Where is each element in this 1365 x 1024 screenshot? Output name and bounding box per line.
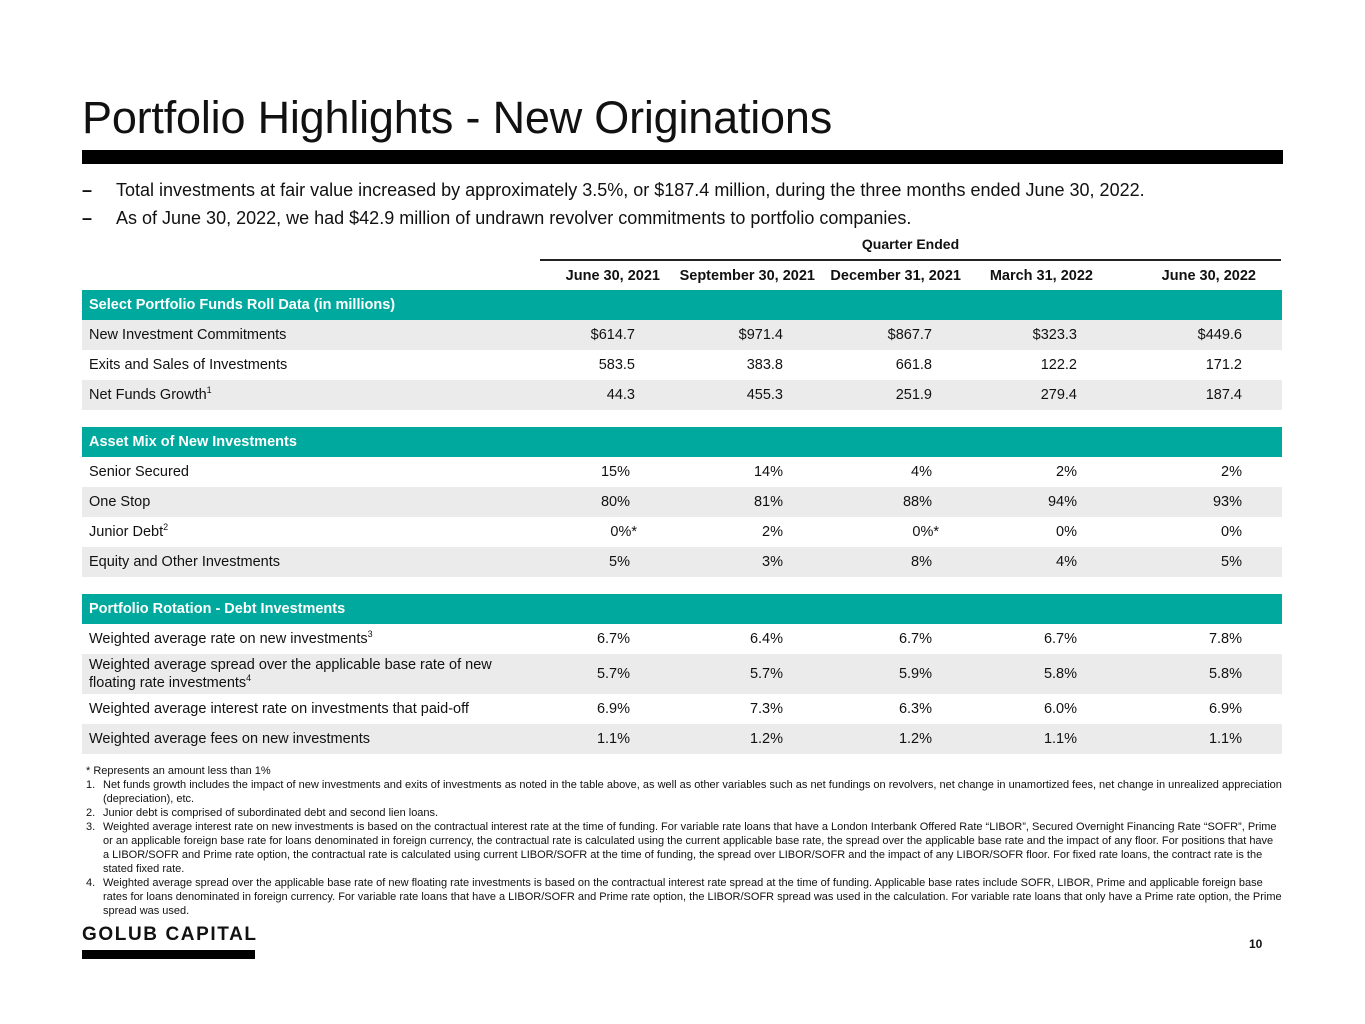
- bullet-text: Total investments at fair value increased by approximately 3.5%, or $187.4 million, during the three months ended June 30, 2022.: [116, 180, 1145, 200]
- table-row: [82, 457, 1282, 487]
- company-logo: GOLUB CAPITAL: [82, 924, 258, 945]
- footnote-number: 3.: [86, 821, 96, 833]
- table-cell: 94%: [965, 487, 1113, 517]
- table-cell: 251.9: [816, 380, 965, 410]
- title-underline-bar: [82, 150, 1283, 164]
- dash-icon: –: [82, 180, 93, 200]
- section-spacer: [82, 577, 1282, 594]
- table-cell: 80%: [540, 487, 668, 517]
- table-row: [82, 350, 1282, 380]
- table-cell: 4%: [965, 547, 1113, 577]
- table-cell: 5.8%: [1113, 654, 1282, 694]
- table-cell: 171.2: [1113, 350, 1282, 380]
- table-cell: $867.7: [816, 320, 965, 350]
- table-cell: 5.7%: [540, 654, 668, 694]
- footnote-marker: 2: [163, 522, 169, 533]
- table-cell: 6.7%: [540, 624, 668, 654]
- table-cell: 6.7%: [965, 624, 1113, 654]
- table-cell: 6.0%: [965, 694, 1113, 724]
- table-cell: 6.4%: [668, 624, 816, 654]
- table-cell: 1.1%: [1113, 724, 1282, 754]
- table-cell: 5.9%: [816, 654, 965, 694]
- table-row: [82, 694, 1282, 724]
- table-cell: 81%: [668, 487, 816, 517]
- originations-table: [82, 261, 1282, 754]
- row-label: Equity and Other Investments: [82, 547, 540, 577]
- bullet-text: As of June 30, 2022, we had $42.9 million of undrawn revolver commitments to portfolio companies.: [116, 208, 912, 228]
- footnote-number: 1.: [86, 779, 96, 791]
- table-cell: 2%: [965, 457, 1113, 487]
- footnote-text: Weighted average spread over the applicable base rate of new floating rate investments is based on the contractual interest rate spread at the time of funding. Applicable base rates include SOFR, LIBOR, Prime and applicable foreign base rates for loans denominated in foreign currency. For variable rate loans that have a LIBOR/SOFR and Prime rate option, the LIBOR/SOFR spread was used in the calculation. For variable rate loans that only have a Prime rate option, the Prime spread was used.: [103, 877, 1282, 917]
- table-row: [82, 624, 1282, 654]
- table-cell: 455.3: [668, 380, 816, 410]
- footnote-text: Junior debt is comprised of subordinated debt and second lien loans.: [103, 807, 439, 819]
- table-cell: 88%: [816, 487, 965, 517]
- footnote-marker: 4: [246, 673, 252, 684]
- footnotes: [86, 764, 1282, 918]
- column-header: June 30, 2021: [565, 267, 660, 284]
- table-cell: 14%: [668, 457, 816, 487]
- footnote-number: 2.: [86, 807, 96, 819]
- table-cell: 93%: [1113, 487, 1282, 517]
- table-cell: 122.2: [965, 350, 1113, 380]
- table-row: [82, 380, 1282, 410]
- table-cell: $614.7: [540, 320, 668, 350]
- table-cell: 187.4: [1113, 380, 1282, 410]
- table-cell: 4%: [816, 457, 965, 487]
- table-row: [82, 724, 1282, 754]
- footnote-star: * Represents an amount less than 1%: [86, 765, 271, 777]
- table-cell: 383.8: [668, 350, 816, 380]
- table-row: [82, 487, 1282, 517]
- bullet-item: [82, 176, 1282, 204]
- table-cell: 0%*: [540, 517, 668, 547]
- section-title: Select Portfolio Funds Roll Data (in millions): [82, 290, 1282, 320]
- table-cell: 1.1%: [540, 724, 668, 754]
- logo-underline-bar: [82, 950, 255, 959]
- footnote-item: [86, 876, 1282, 918]
- table-cell: 5.8%: [965, 654, 1113, 694]
- section-title: Portfolio Rotation - Debt Investments: [82, 594, 1282, 624]
- page-title: Portfolio Highlights - New Originations: [82, 92, 833, 143]
- table-cell: 0%*: [816, 517, 965, 547]
- page-number: 10: [1249, 937, 1263, 951]
- table-cell: 5%: [540, 547, 668, 577]
- table-cell: 7.8%: [1113, 624, 1282, 654]
- column-header: March 31, 2022: [989, 267, 1093, 284]
- footnote-text: Net funds growth includes the impact of new investments and exits of investments as noted in the table above, as well as other variables such as net fundings on revolvers, net change in unamortized fees, net change in unrealized appreciation (depreciation), etc.: [103, 779, 1282, 805]
- table-cell: 5.7%: [668, 654, 816, 694]
- table-row: [82, 654, 1282, 694]
- table-cell: 5%: [1113, 547, 1282, 577]
- column-header: September 30, 2021: [679, 267, 815, 284]
- footnote-item: [86, 806, 1282, 820]
- table-cell: 7.3%: [668, 694, 816, 724]
- section-header-row: [82, 290, 1282, 320]
- section-header-row: [82, 594, 1282, 624]
- table-cell: 2%: [1113, 457, 1282, 487]
- footnote-marker: 3: [367, 629, 373, 640]
- table-cell: 2%: [668, 517, 816, 547]
- table-cell: 583.5: [540, 350, 668, 380]
- footnote-number: 4.: [86, 877, 96, 889]
- row-label: Net Funds Growth$^1$: [82, 380, 540, 410]
- table-cell: 6.3%: [816, 694, 965, 724]
- row-label: Weighted average interest rate on investments that paid-off: [82, 694, 540, 724]
- row-label: Weighted average spread over the applicable base rate of new floating rate investments$^4$: [82, 654, 540, 694]
- row-label: Weighted average fees on new investments: [82, 724, 540, 754]
- table-cell: 661.8: [816, 350, 965, 380]
- table-cell: 0%: [965, 517, 1113, 547]
- section-header-row: [82, 427, 1282, 457]
- table-row: [82, 547, 1282, 577]
- bullet-item: [82, 204, 1282, 232]
- table-row: [82, 320, 1282, 350]
- table-cell: 6.7%: [816, 624, 965, 654]
- summary-bullets: [82, 176, 1282, 232]
- row-label: One Stop: [82, 487, 540, 517]
- table-cell: $323.3: [965, 320, 1113, 350]
- section-title: Asset Mix of New Investments: [82, 427, 1282, 457]
- table-cell: $971.4: [668, 320, 816, 350]
- section-spacer: [82, 410, 1282, 427]
- footnote-item: [86, 820, 1282, 876]
- table-cell: 6.9%: [1113, 694, 1282, 724]
- table-cell: 1.1%: [965, 724, 1113, 754]
- table-cell: 6.9%: [540, 694, 668, 724]
- table-cell: 279.4: [965, 380, 1113, 410]
- column-header: December 31, 2021: [830, 267, 961, 284]
- table-cell: 15%: [540, 457, 668, 487]
- table-header-row: [82, 261, 1282, 290]
- table-cell: 44.3: [540, 380, 668, 410]
- footnote-marker: 1: [206, 385, 212, 396]
- table-cell: 8%: [816, 547, 965, 577]
- table-cell: $449.6: [1113, 320, 1282, 350]
- table-row: [82, 517, 1282, 547]
- row-label: Junior Debt$^2$: [82, 517, 540, 547]
- table-cell: 1.2%: [668, 724, 816, 754]
- header-blank: [82, 261, 540, 290]
- footnote-text: Weighted average interest rate on new investments is based on the contractual interest rate at the time of funding. For variable rate loans that have a London Interbank Offered Rate “LIBOR”, Secured Overnight Financing Rate “SOFR”, Prime or an applicable foreign base rate for loans denominated in foreign currency, the contractual rate is calculated using the current applicable base rate, the spread over the applicable base rate and the impact of any floor. For positions that have a LIBOR/SOFR and Prime rate option, the contractual rate is calculated using current LIBOR/SOFR at the time of funding, the spread over LIBOR/SOFR and the impact of any LIBOR/SOFR floor. For fixed rate loans, the contract rate is the stated fixed rate.: [103, 821, 1277, 875]
- row-label: New Investment Commitments: [82, 320, 540, 350]
- row-label: Weighted average rate on new investments$^3$: [82, 624, 540, 654]
- table-cell: 1.2%: [816, 724, 965, 754]
- table-cell: 3%: [668, 547, 816, 577]
- row-label: Senior Secured: [82, 457, 540, 487]
- row-label: Exits and Sales of Investments: [82, 350, 540, 380]
- footnote-item: [86, 778, 1282, 806]
- dash-icon: –: [82, 208, 93, 228]
- column-header: June 30, 2022: [1161, 267, 1256, 284]
- table-cell: 0%: [1113, 517, 1282, 547]
- quarter-ended-label: Quarter Ended: [861, 236, 960, 252]
